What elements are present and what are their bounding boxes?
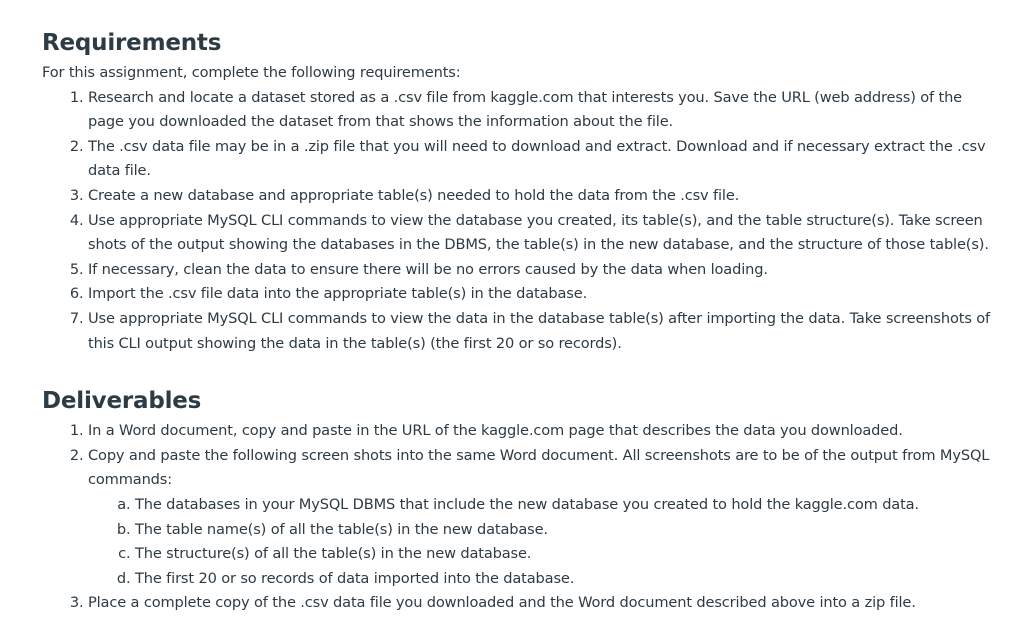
sublist-item: b. The table name(s) of all the table(s) in the new database. [135,518,1000,543]
sublist-item: d. The first 20 or so records of data imported into the database. [135,567,1000,592]
deliverables-list [42,419,1000,616]
list-item: 1. In a Word document, copy and paste in the URL of the kaggle.com page that describes the data you downloaded. [88,419,1000,444]
sublist-item: a. The databases in your MySQL DBMS that include the new database you created to hold the kaggle.com data. [135,493,1000,518]
screenshot-sublist [88,493,1000,591]
list-item: 3. Create a new database and appropriate table(s) needed to hold the data from the .csv file. [88,184,1000,209]
list-item-text: Copy and paste the following screen shots into the same Word document. All screenshots are to be of the output from MySQL commands: [88,446,990,489]
list-item: 3. Place a complete copy of the .csv data file you downloaded and the Word document described above into a zip file. [88,591,1000,616]
list-item: 1. Research and locate a dataset stored as a .csv file from kaggle.com that interests you. Save the URL (web address) of the page you downloaded the dataset from that shows the information about the file. [88,86,1000,135]
list-item: 7. Use appropriate MySQL CLI commands to view the data in the database table(s) after importing the data. Take screenshots of this CLI output showing the data in the table(s) (the first 20 or so records). [88,307,1000,356]
list-item: 4. Use appropriate MySQL CLI commands to view the database you created, its table(s), and the table structure(s). Take screen shots of the output showing the databases in the DBMS, the table(s) in the new database, and the structure of those table(s). [88,209,1000,258]
requirements-list [42,86,1000,357]
deliverables-heading: Deliverables [42,388,202,415]
list-item: 5. If necessary, clean the data to ensure there will be no errors caused by the data when loading. [88,258,1000,283]
list-item: 2. The .csv data file may be in a .zip file that you will need to download and extract. Download and if necessary extract the .csv data file. [88,135,1000,184]
requirements-intro: For this assignment, complete the following requirements: [42,64,461,81]
requirements-heading: Requirements [42,30,222,56]
sublist-item: c. The structure(s) of all the table(s) in the new database. [135,542,1000,567]
list-item [88,444,1000,592]
list-item: 6. Import the .csv file data into the appropriate table(s) in the database. [88,282,1000,307]
